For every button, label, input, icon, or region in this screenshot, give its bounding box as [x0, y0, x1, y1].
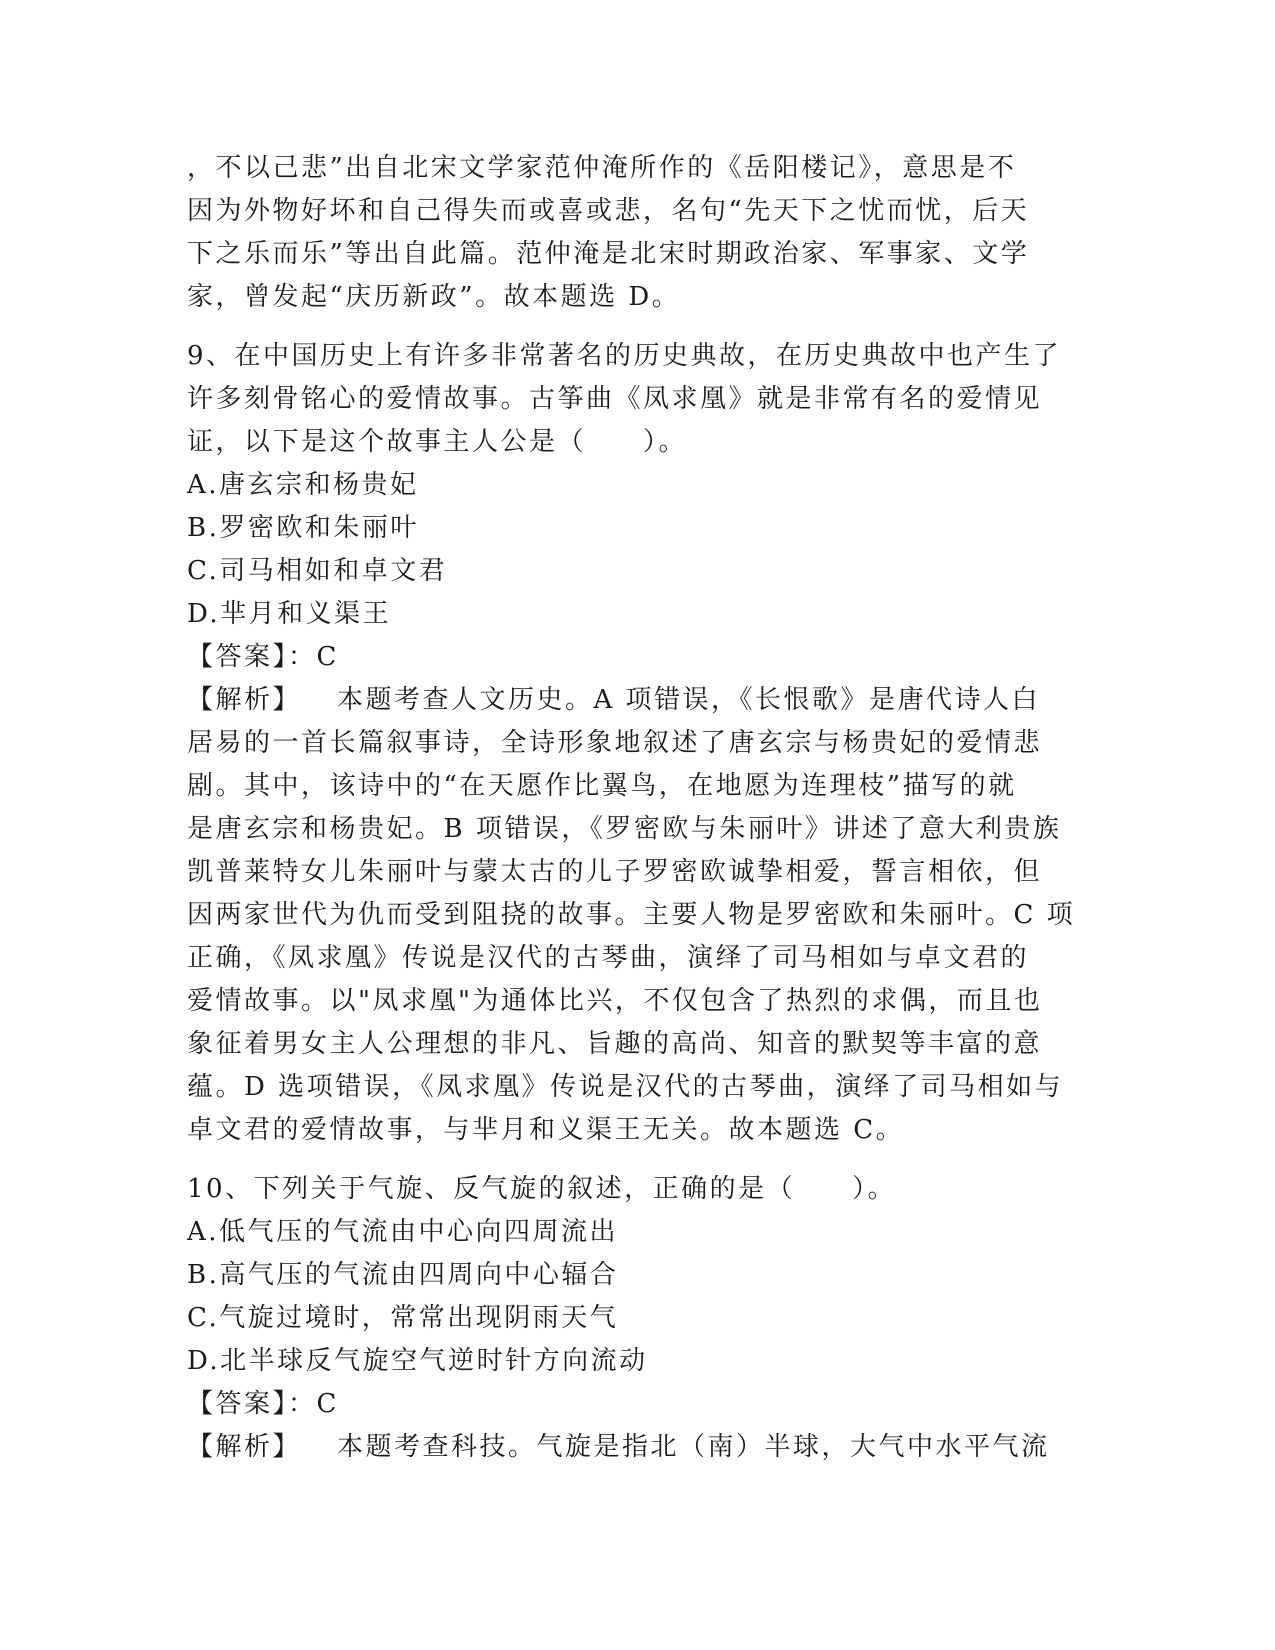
document-page — [187, 147, 1077, 1469]
answer-label: 【答案】： — [187, 642, 317, 672]
answer-value: C — [316, 642, 339, 672]
option-a: A.唐玄宗和杨贵妃 — [187, 470, 419, 500]
question-9 — [187, 335, 1077, 1152]
analysis-text: 本题考查人文历史。A 项错误，《长恨歌》是唐代诗人白 — [337, 685, 1041, 715]
analysis-line: 是唐玄宗和杨贵妃。B 项错误，《罗密欧与朱丽叶》讲述了意大利贵族 — [187, 814, 1062, 844]
answer-value: C — [316, 1389, 339, 1419]
analysis-text: 本题考查科技。气旋是指北（南）半球，大气中水平气流 — [337, 1432, 1050, 1462]
analysis-line: 剧。其中，该诗中的“在天愿作比翼鸟，在地愿为连理枝”描写的就 — [187, 771, 1017, 801]
analysis-line: 正确，《凤求凰》传说是汉代的古琴曲，演绎了司马相如与卓文君的 — [187, 943, 1030, 973]
question-stem-line: 9、在中国历史上有许多非常著名的历史典故，在历史典故中也产生了 — [187, 341, 1062, 371]
answer-label: 【答案】： — [187, 1389, 317, 1419]
text-line: ，不以己悲”出自北宋文学家范仲淹所作的《岳阳楼记》，意思是不 — [187, 153, 1017, 183]
analysis-line: 凯普莱特女儿朱丽叶与蒙太古的儿子罗密欧诚挚相爱，誓言相依，但 — [187, 857, 1043, 887]
question-10 — [187, 1168, 1077, 1469]
option-b: B.罗密欧和朱丽叶 — [187, 513, 419, 543]
question-stem-line: 证，以下是这个故事主人公是（ ）。 — [187, 427, 688, 457]
question-stem-line: 许多刻骨铭心的爱情故事。古筝曲《凤求凰》就是非常有名的爱情见 — [187, 384, 1043, 414]
analysis-line — [187, 679, 1077, 722]
text-line: 家，曾发起“庆历新政”。故本题选 D。 — [187, 282, 681, 312]
answer-line — [187, 1383, 1077, 1426]
option-d: D.北半球反气旋空气逆时针方向流动 — [187, 1346, 648, 1376]
option-d: D.芈月和义渠王 — [187, 599, 392, 629]
analysis-line: 居易的一首长篇叙事诗，全诗形象地叙述了唐玄宗与杨贵妃的爱情悲 — [187, 728, 1043, 758]
option-b: B.高气压的气流由四周向中心辐合 — [187, 1260, 619, 1290]
analysis-label: 【解析】 — [187, 1432, 302, 1462]
text-line: 下之乐而乐”等出自此篇。范仲淹是北宋时期政治家、军事家、文学 — [187, 239, 1030, 269]
question-stem-line: 10、下列关于气旋、反气旋的叙述，正确的是（ ）。 — [187, 1174, 897, 1204]
option-c: C.司马相如和卓文君 — [187, 556, 448, 586]
prev-explanation — [187, 147, 1077, 319]
option-a: A.低气压的气流由中心向四周流出 — [187, 1217, 619, 1247]
answer-line — [187, 636, 1077, 679]
analysis-line: 象征着男女主人公理想的非凡、旨趣的高尚、知音的默契等丰富的意 — [187, 1029, 1043, 1059]
analysis-line: 蕴。D 选项错误，《凤求凰》传说是汉代的古琴曲，演绎了司马相如与 — [187, 1072, 1064, 1102]
analysis-line — [187, 1426, 1077, 1469]
analysis-label: 【解析】 — [187, 685, 302, 715]
analysis-line: 爱情故事。以"凤求凰"为通体比兴，不仅包含了热烈的求偶，而且也 — [187, 986, 1043, 1016]
option-c: C.气旋过境时，常常出现阴雨天气 — [187, 1303, 619, 1333]
text-line: 因为外物好坏和自己得失而或喜或悲，名句“先天下之忧而忧，后天 — [187, 196, 1030, 226]
analysis-line: 卓文君的爱情故事，与芈月和义渠王无关。故本题选 C。 — [187, 1115, 905, 1145]
analysis-line: 因两家世代为仇而受到阻挠的故事。主要人物是罗密欧和朱丽叶。C 项 — [187, 900, 1076, 930]
